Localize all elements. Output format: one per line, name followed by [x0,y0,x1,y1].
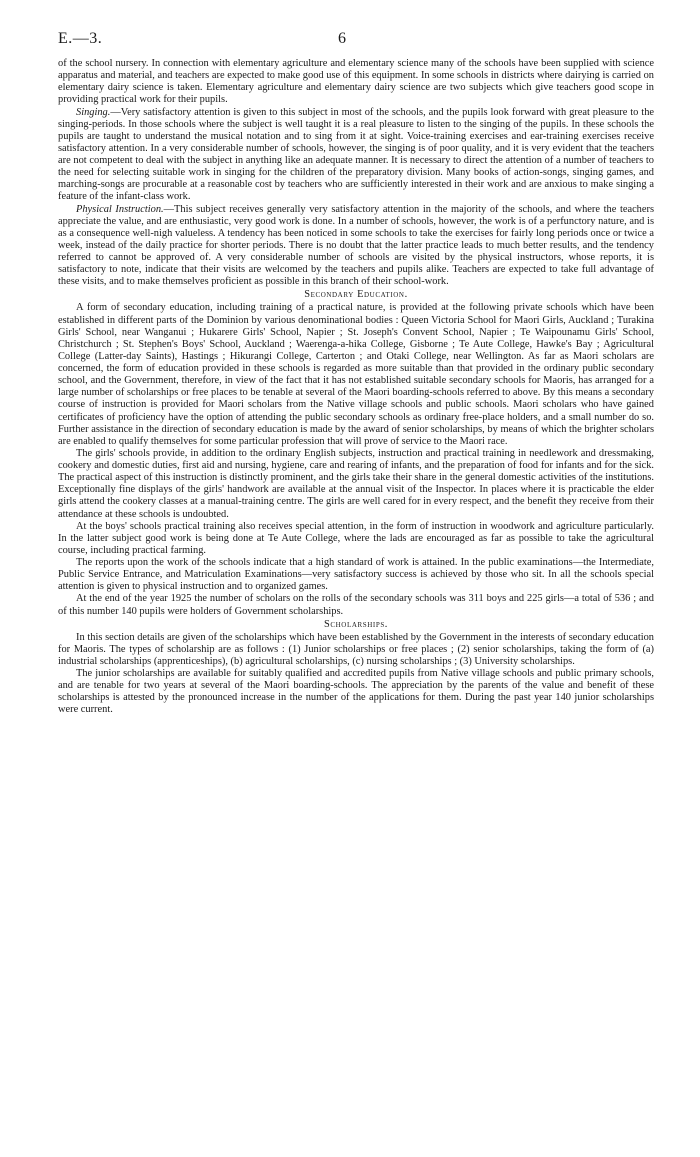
paragraph-scholarship-types: In this section details are given of the scholarships which have been established by the Government in the interests of secondary education for Maoris. The types of scholarship are as follows : (1) Junior scholarships or free places ; (2) senior scholarships, taking the form of (a) industrial scholarships (apprenticeships), (b) agricultural scholarships, (c) nursing scholarships ; (3) University scholarships. [58,631,654,667]
report-reference: E.—3. [58,30,103,47]
paragraph-nursery: of the school nursery. In connection with elementary agriculture and elementary science many of the schools have been supplied with science apparatus and material, and teachers are expected to make good use of this equipment. In some schools in districts where dairying is carried on elementary dairy science is taken. Elementary agriculture and elementary dairy science are two subjects which give teachers good scope in providing practical work for their pupils. [58,58,654,106]
singing-lead: Singing. [76,106,111,118]
page-number: 6 [338,30,346,47]
page-header [58,30,654,52]
physical-instruction-body: —This subject receives generally very satisfactory attention in the majority of the schools, and where the teachers appreciate the value, and are enthusiastic, very good work is done. In a number of schools, however, the work is of a perfunctory nature, and is as a consequence well-nigh valueless. A tendency has been noticed in some schools to take the exercises for fairly long periods once or twice a week, instead of the daily practice for shorter periods. There is no doubt that the latter practice leads to much better results, and the tendency referred to cannot be approved of. A very considerable number of schools are visited by the physical instructors, whose reports, it is satisfactory to note, indicate that their visits are welcomed by the teachers and pupils alike. Teachers are expected to take full advantage of these visits, and to make themselves proficient as possible in this branch of their school-work. [58,203,654,288]
paragraph-boys-schools: At the boys' schools practical training also receives special attention, in the form of instruction in woodwork and agriculture particularly. In the latter subject good work is being done at Te Aute College, where the lads are encouraged as far as possible to take the agricultural course, including practical farming. [58,520,654,556]
paragraph-physical-instruction [58,204,654,289]
physical-instruction-lead: Physical Instruction. [76,203,164,215]
heading-scholarships: Scholarships. [323,618,389,630]
paragraph-junior-scholarships: The junior scholarships are available for suitably qualified and accredited pupils from Native village schools and public primary schools, and are tenable for two years at several of the Maori boarding-schools. The appreciation by the parents of the value and benefit of these scholarships is attested by the pronounced increase in the number of the applications for them. During the past year 140 junior scholarships were current. [58,668,654,716]
paragraph-rolls: At the end of the year 1925 the number of scholars on the rolls of the secondary schools was 311 boys and 225 girls—a total of 536 ; and of this number 140 pupils were holders of Government scholarships. [58,593,654,617]
paragraph-girls-schools: The girls' schools provide, in addition to the ordinary English subjects, instruction and practical training in needlework and dressmaking, cookery and domestic duties, first aid and nursing, hygiene, care and rearing of infants, and the preparation of food for infants and for the sick. The practical aspect of this instruction is distinctly prominent, and the girls take their share in the general domestic activities of the institutions. Exceptionally fine displays of the girls' handwork are available at the annual visit of the Inspector. In places where it is practicable the elder girls attend the cookery classes at a manual-training centre. The girls are well cared for in every respect, and the benefit they receive from their attendance at these schools is undoubted. [58,447,654,520]
document-body [58,58,654,717]
paragraph-singing [58,107,654,204]
paragraph-reports: The reports upon the work of the schools indicate that a high standard of work is attained. In the public examinations—the Intermediate, Public Service Entrance, and Matriculation Examinations—very satisfactory success is achieved by those who sit. In all the schools special attention is given to physical instruction and to organized games. [58,557,654,593]
heading-secondary-education: Secondary Education. [304,289,408,301]
singing-body: —Very satisfactory attention is given to this subject in most of the schools, and the pupils look forward with great pleasure to the singing-periods. In those schools where the subject is well taught it is a real pleasure to listen to the singing of the pupils. In these schools the pupils are taught to understand the musical notation and to sing from it at sight. Voice-training exercises and ear-training exercises receive satisfactory attention. In a very considerable number of schools, however, the singing is of poor quality, and it is very evident that the teachers are not competent to deal with the subject in anything like an adequate manner. It is necessary to direct the attention of a number of teachers to the need for selecting suitable work in singing for the children of the preparatory division. Many books of action-songs, singing games, and marching-songs are procurable at a reasonable cost by teachers who are sufficiently interested in their work and are anxious to make singing a feature of the infant-class work. [58,106,654,203]
paragraph-secondary-schools: A form of secondary education, including training of a practical nature, is provided at the following private schools which have been established in different parts of the Dominion by various denominational bodies : Queen Victoria School for Maori Girls, Auckland ; Turakina Girls' School, near Wanganui ; Hukarere Girls' School, Napier ; St. Joseph's Convent School, Napier ; Te Waipounamu Girls' School, Christchurch ; St. Stephen's Boys' School, Auckland ; Waerenga-a-hika College, Gisborne ; Te Aute College, Hawke's Bay ; Agricultural College (Latter-day Saints), Hastings ; Hikurangi College, Carterton ; and Otaki College, near Wellington. As far as Maori scholars are concerned, the form of education provided in these schools is regarded as more suitable than that provided in the ordinary public secondary school, and the Government, therefore, in view of the fact that it has not established suitable secondary schools for Maoris, has arranged for a large number of scholarships or free places to be tenable at several of the Maori boarding-schools referred to above. By this means a secondary course of instruction is provided for Maori scholars from the Native village schools and public schools. Maori scholars who have gained certificates of proficiency have the option of attending the public secondary schools as ordinary free-place holders, and a small number do so. Further assistance in the direction of secondary education is made by the award of senior scholarships, by means of which the brighter scholars are enabled to qualify themselves for some particular profession that will prove of service to the Maori race. [58,302,654,447]
